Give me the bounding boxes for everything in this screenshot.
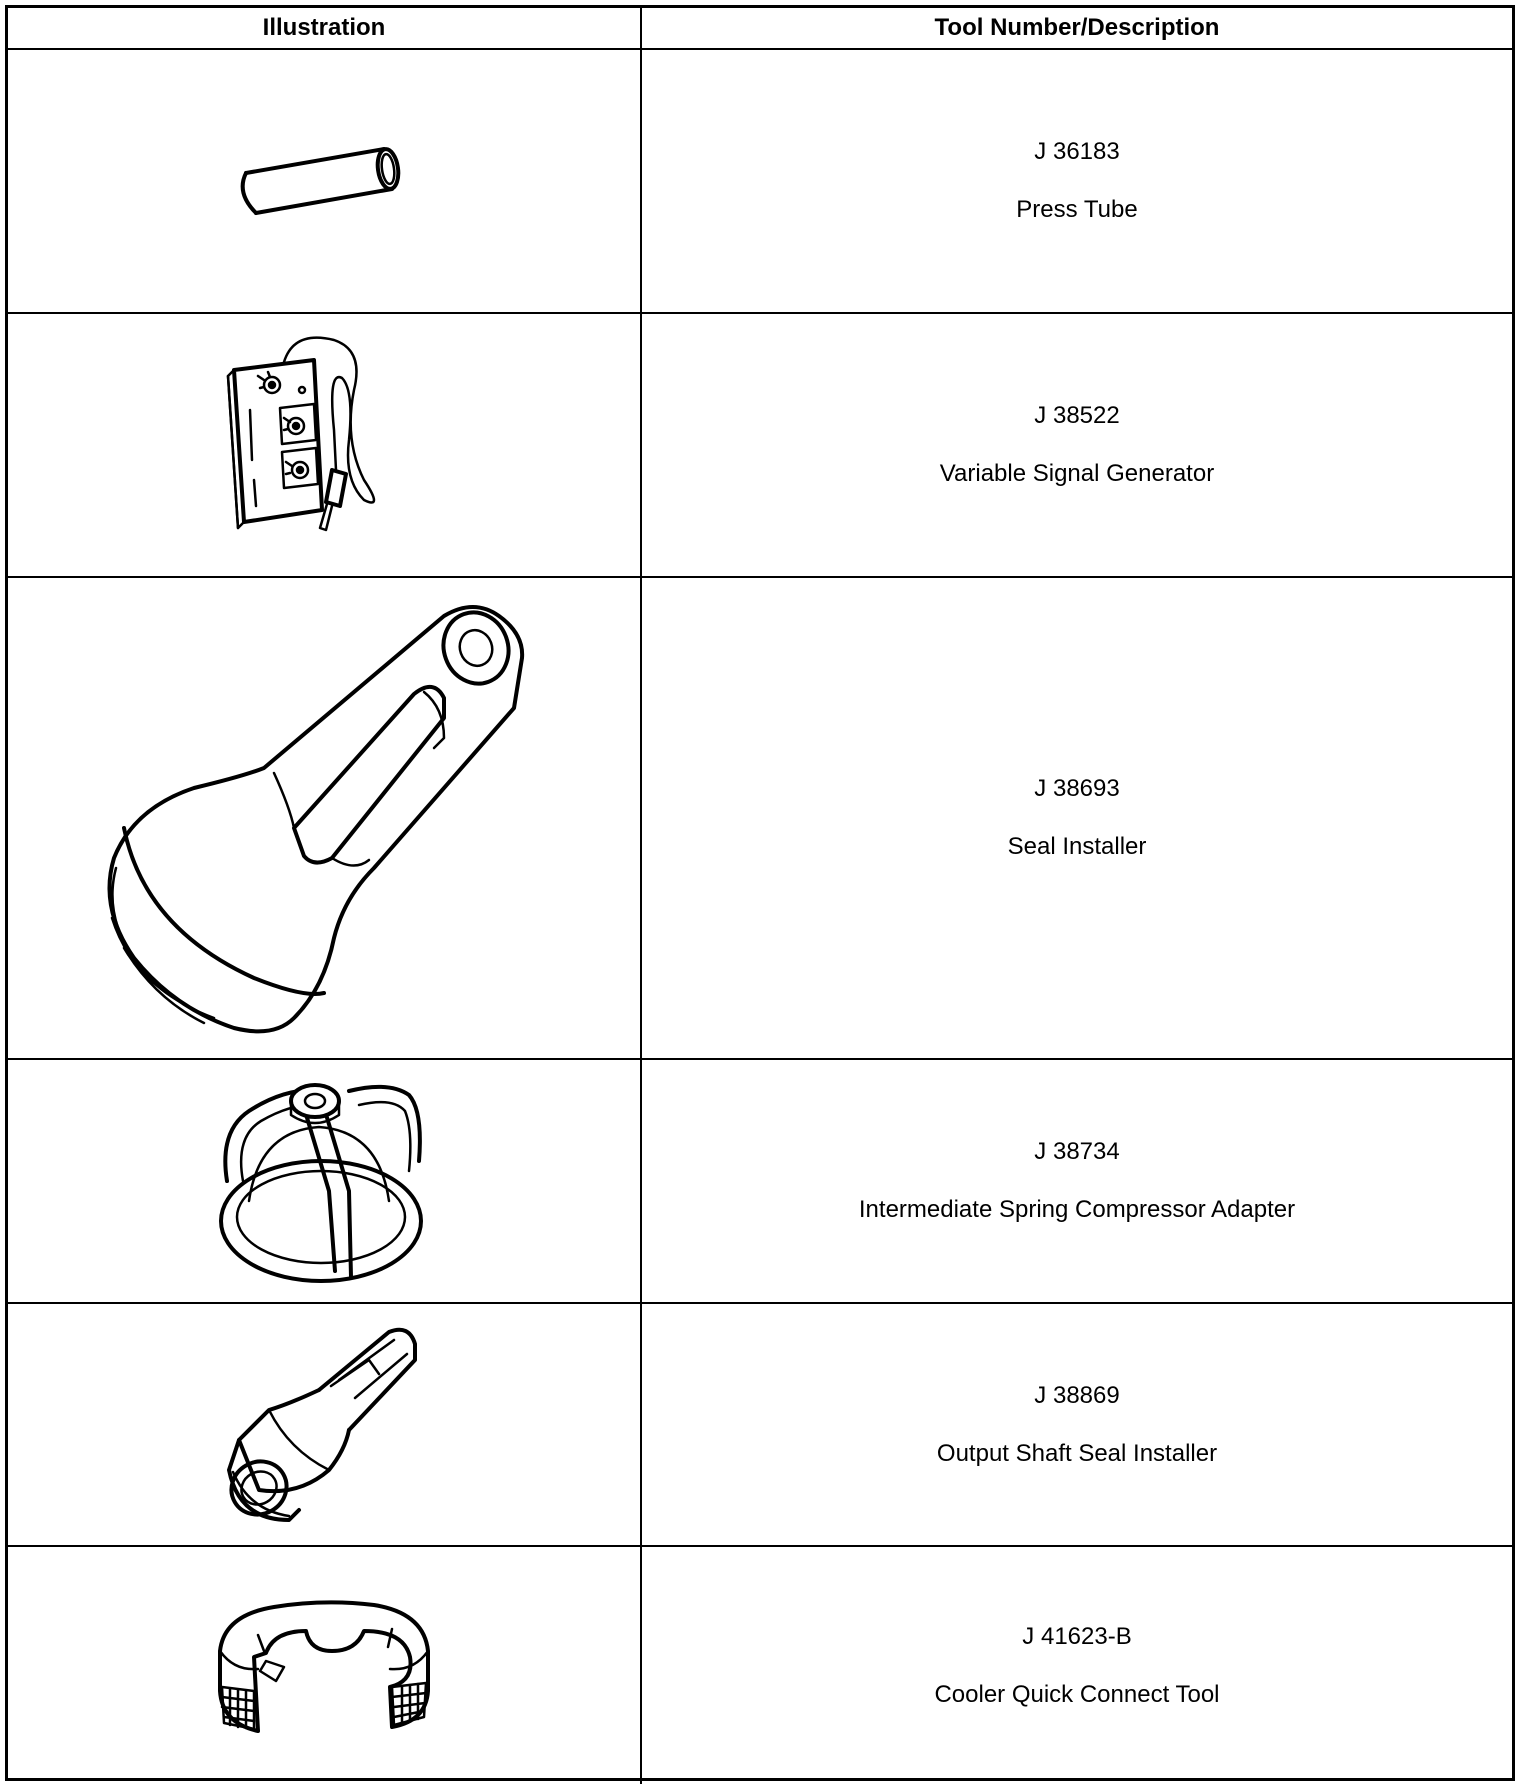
- special-tools-table: [5, 5, 1515, 1781]
- tool-name: Output Shaft Seal Installer: [936, 1439, 1218, 1467]
- tool-number: J 38522: [1034, 402, 1120, 429]
- column-header-description: Tool Number/Description: [642, 8, 1512, 50]
- press-tube-icon: [234, 141, 414, 221]
- tool-description-cell: [642, 1304, 1512, 1547]
- tool-description-cell: [642, 578, 1512, 1060]
- seal-installer-icon: [94, 598, 554, 1038]
- tool-name: Cooler Quick Connect Tool: [934, 1680, 1220, 1708]
- output-shaft-seal-installer-icon: [219, 1320, 429, 1530]
- tool-description-cell: [642, 1060, 1512, 1304]
- tool-name: Variable Signal Generator: [939, 460, 1215, 487]
- illustration-cell: [8, 1304, 642, 1547]
- tool-number: J 36183: [1034, 138, 1120, 165]
- tool-name: Intermediate Spring Compressor Adapter: [858, 1196, 1296, 1223]
- tool-number: J 38869: [1034, 1381, 1120, 1409]
- tool-number: J 38734: [1034, 1138, 1120, 1165]
- tool-description-cell: [642, 314, 1512, 578]
- tool-number: J 41623-B: [1022, 1622, 1132, 1650]
- spring-compressor-adapter-icon: [209, 1071, 439, 1291]
- illustration-cell: [8, 1060, 642, 1304]
- tool-description-cell: [642, 50, 1512, 314]
- tool-name: Seal Installer: [1007, 833, 1147, 860]
- tool-description-cell: [642, 1547, 1512, 1784]
- signal-generator-icon: [224, 330, 424, 560]
- illustration-cell: [8, 1547, 642, 1784]
- illustration-cell: [8, 578, 642, 1060]
- column-header-illustration: Illustration: [8, 8, 642, 50]
- tool-number: J 38693: [1034, 775, 1120, 802]
- illustration-cell: [8, 314, 642, 578]
- tool-name: Press Tube: [1016, 196, 1138, 223]
- illustration-cell: [8, 50, 642, 314]
- cooler-quick-connect-tool-icon: [214, 1591, 434, 1741]
